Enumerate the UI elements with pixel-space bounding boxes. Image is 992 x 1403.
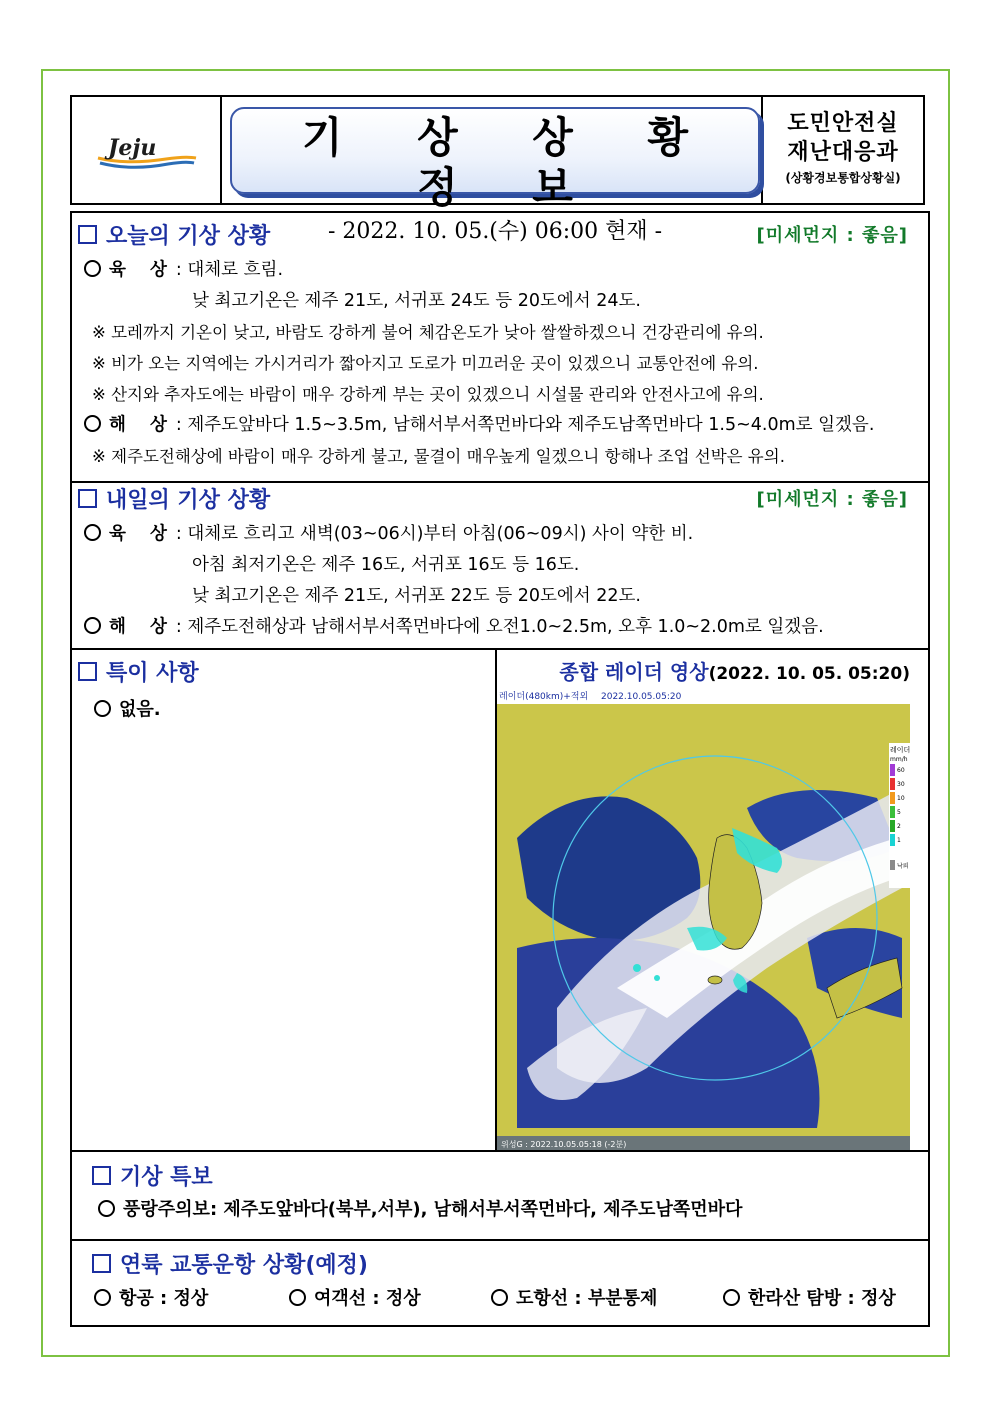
legend-v4: 2 [897,823,901,830]
dept-line3: (상황경보통합상황실) [785,171,901,185]
legend-title: 레이더 [890,746,910,754]
tomorrow-land-text2: 아침 최저기온은 제주 16도, 서귀포 16도 등 16도. [192,555,580,575]
warning-section [72,1156,928,1225]
title-box [230,107,760,244]
checkbox-icon [92,1254,111,1273]
radar-time: 2022.10.05.05:20 [601,692,682,702]
report-body [70,211,930,1327]
warning-item-text: 풍랑주의보: 제주도앞바다(북부,서부), 남해서부서쪽먼바다, 제주도남쪽먼바다 [123,1199,743,1220]
today-sea-label: 해 상 [109,415,176,435]
warning-title: 기상 특보 [120,1164,213,1190]
radar-section [497,650,928,1150]
legend-extra: 낙뢰 [897,863,909,870]
legend-v3: 5 [897,809,901,816]
circle-bullet-icon [84,415,101,432]
report-date: - 2022. 10. 05.(수) 06:00 현재 - [327,219,663,244]
traffic-item-island-ferry: 도항선 : 부분통제 [491,1283,723,1314]
legend-v0: 60 [897,767,905,774]
tomorrow-sea [72,612,928,643]
special-title: 특이 사항 [106,660,199,686]
today-sea [72,410,928,441]
today-note-1: ※ 모레까지 기온이 낮고, 바람도 강하게 불어 체감온도가 낮아 쌀쌀하겠으니 건강관리에 유의. [92,323,764,342]
tomorrow-land [72,519,928,550]
today-header [72,213,928,255]
circle-bullet-icon [723,1289,740,1306]
tomorrow-land-text1: : 대체로 흐리고 새벽(03~06시)부터 아침(06~09시) 사이 약한 비. [175,524,694,544]
radar-caption: 레이더(480km)+적외 [499,692,589,702]
tomorrow-dust: [미세먼지 : 좋음] [756,489,908,510]
traffic-item-air: 항공 : 정상 [94,1283,289,1314]
circle-bullet-icon [94,1289,111,1306]
today-land-label: 육 상 [109,260,176,280]
warning-item [86,1194,928,1225]
circle-bullet-icon [289,1289,306,1306]
today-title: 오늘의 기상 상황 [106,223,271,249]
tomorrow-section [72,477,928,643]
tomorrow-land-text3: 낮 최고기온은 제주 21도, 서귀포 22도 등 20도에서 22도. [192,586,641,606]
today-land [72,255,928,286]
special-item-text: 없음. [119,699,161,720]
legend-unit: mm/h [890,756,908,763]
legend-v2: 10 [897,795,905,802]
jeju-logo-graphic [86,125,206,175]
traffic-section [72,1243,928,1314]
circle-bullet-icon [84,260,101,277]
tomorrow-sea-text: : 제주도전해상과 남해서부서쪽먼바다에 오전1.0~2.5m, 오후 1.0~2.0m로 일겠음. [175,617,824,637]
special-section [72,650,497,1150]
checkbox-icon [78,489,97,508]
traffic-title: 연륙 교통운항 상황(예정) [120,1252,368,1278]
special-item [72,694,495,725]
jeju-logo [72,97,222,203]
divider [72,1150,928,1152]
circle-bullet-icon [491,1289,508,1306]
department [761,97,923,203]
today-land-text1: : 대체로 흐림. [175,260,284,280]
radar-image [497,688,910,1152]
today-sea-note: ※ 제주도전해상에 바람이 매우 강하게 불고, 물결이 매우높게 일겠으니 항해나 조업 선박은 유의. [92,447,785,466]
circle-bullet-icon [94,700,111,717]
page-title: 기 상 상 황 정 보 [301,113,719,212]
title-cell [222,97,761,244]
dept-line1: 도민안전실 [787,111,899,136]
divider [72,1239,928,1241]
tomorrow-sea-label: 해 상 [109,617,176,637]
today-sea-text: : 제주도앞바다 1.5~3.5m, 남해서부서쪽먼바다와 제주도남쪽먼바다 1.5~4.0m로 일겠음. [175,415,875,435]
tomorrow-title: 내일의 기상 상황 [106,487,271,513]
tomorrow-land-label: 육 상 [109,524,176,544]
logo-text: Jeju [108,135,157,161]
legend-v1: 30 [897,781,905,788]
radar-footer: 위성G : 2022.10.05.05:18 (-2분) [501,1140,627,1149]
traffic-item-hallasan: 한라산 탐방 : 정상 [723,1283,896,1314]
tomorrow-header [72,477,928,519]
today-land-text2: 낮 최고기온은 제주 21도, 서귀포 24도 등 20도에서 24도. [192,291,641,311]
circle-bullet-icon [84,524,101,541]
today-section [72,213,928,472]
circle-bullet-icon [98,1200,115,1217]
checkbox-icon [92,1166,111,1185]
legend-v5: 1 [897,837,901,844]
circle-bullet-icon [84,617,101,634]
checkbox-icon [78,225,97,244]
checkbox-icon [78,662,97,681]
radar-map [497,688,910,1152]
today-note-3: ※ 산지와 추자도에는 바람이 매우 강하게 부는 곳이 있겠으니 시설물 관리와 안전사고에 유의. [92,385,764,404]
radar-title: 종합 레이더 영상 [559,660,709,684]
today-dust: [미세먼지 : 좋음] [756,225,908,246]
traffic-items [86,1283,928,1314]
traffic-item-ferry: 여객선 : 정상 [289,1283,491,1314]
radar-datetime: (2022. 10. 05. 05:20) [708,664,910,684]
dept-line2: 재난대응과 [787,140,899,165]
today-note-2: ※ 비가 오는 지역에는 가시거리가 짧아지고 도로가 미끄러운 곳이 있겠으니 교통안전에 유의. [92,354,759,373]
